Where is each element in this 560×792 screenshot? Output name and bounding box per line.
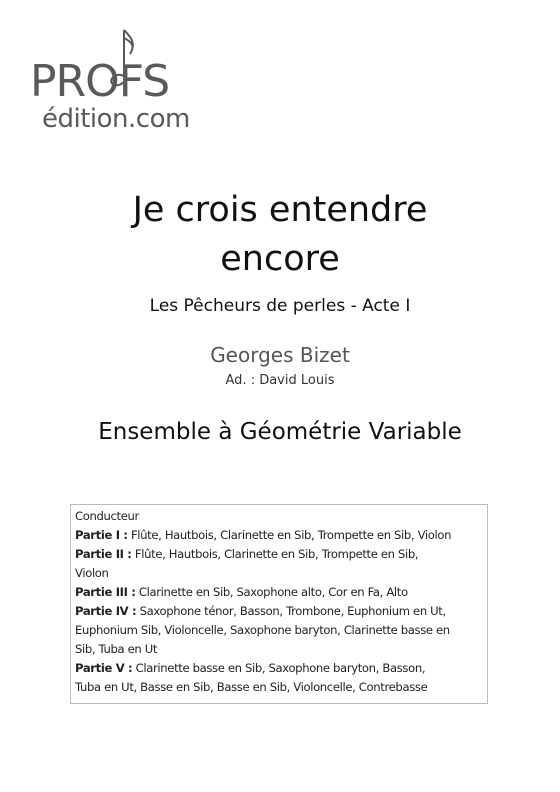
parts-list	[70, 504, 488, 704]
part-instruments: Clarinette en Sib, Saxophone alto, Cor en Fa, Alto	[135, 585, 408, 599]
part-label: Partie III :	[75, 585, 136, 599]
part-label: Partie I :	[75, 528, 128, 542]
part-label: Partie IV :	[75, 604, 137, 618]
logo-domain: édition.com	[42, 104, 190, 134]
subtitle: Les Pêcheurs de perles - Acte I	[149, 296, 411, 316]
composer: Georges Bizet	[210, 343, 350, 367]
publisher-logo	[30, 28, 210, 138]
part-instruments: Saxophone ténor, Basson, Trombone, Euphonium en Ut,	[136, 604, 446, 618]
part-4-cont: Euphonium Sib, Violoncelle, Saxophone baryton, Clarinette basse en	[75, 623, 450, 637]
conductor-label: Conducteur	[75, 509, 139, 523]
arranger: Ad. : David Louis	[225, 373, 335, 388]
part-3	[75, 583, 483, 602]
part-4	[75, 602, 483, 621]
logo-brand: PROFS	[30, 56, 170, 107]
part-4-cont: Sib, Tuba en Ut	[75, 642, 158, 656]
part-instruments: Clarinette basse en Sib, Saxophone baryton, Basson,	[132, 661, 426, 675]
part-instruments: Flûte, Hautbois, Clarinette en Sib, Trompette en Sib, Violon	[127, 528, 452, 542]
part-label: Partie II :	[75, 547, 132, 561]
part-5-cont: Tuba en Ut, Basse en Sib, Basse en Sib, Violoncelle, Contrebasse	[75, 680, 428, 694]
page-title	[0, 186, 560, 284]
part-1	[75, 526, 483, 545]
title-line-2: encore	[220, 239, 340, 279]
title-line-1: Je crois entendre	[132, 190, 428, 230]
ensemble-label: Ensemble à Géométrie Variable	[98, 419, 462, 445]
part-2-cont: Violon	[75, 566, 109, 580]
part-instruments: Flûte, Hautbois, Clarinette en Sib, Trompette en Sib,	[131, 547, 419, 561]
part-5	[75, 659, 483, 678]
part-2	[75, 545, 483, 564]
part-label: Partie V :	[75, 661, 133, 675]
